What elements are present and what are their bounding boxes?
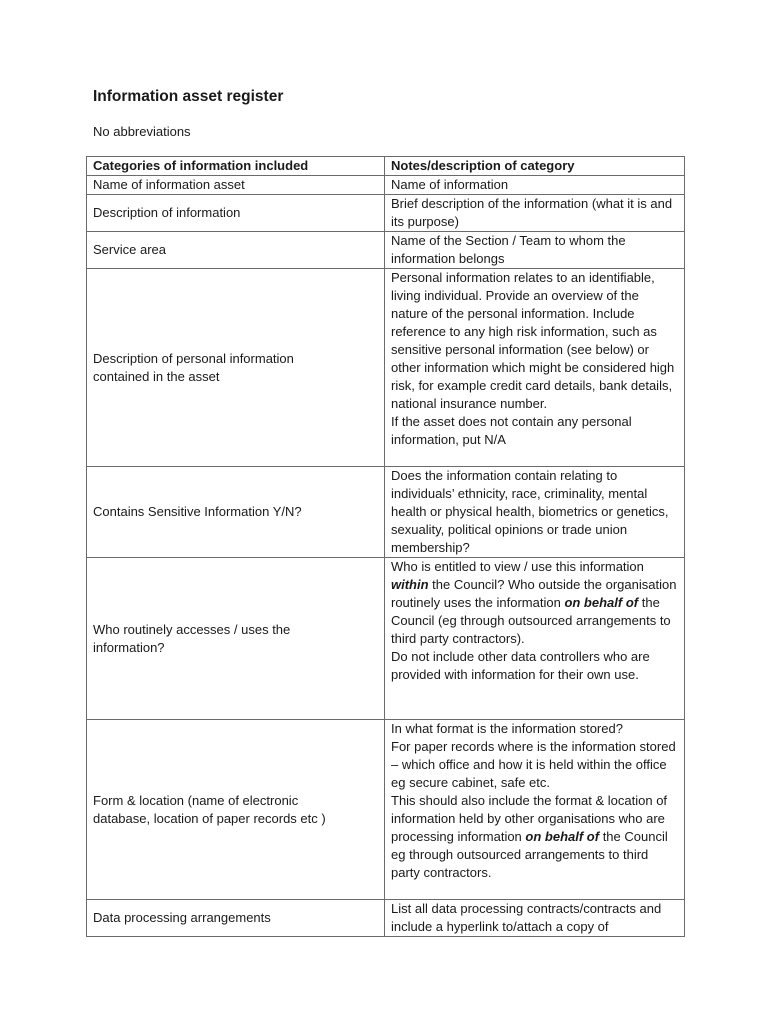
emphasis-text: within (391, 577, 429, 592)
description-cell (385, 720, 685, 900)
description-paragraph (391, 792, 678, 882)
table-row (87, 558, 685, 720)
column-header-categories: Categories of information included (87, 157, 385, 176)
category-text: Description of personal information contained in the asset (93, 350, 294, 384)
page-title: Information asset register (93, 88, 284, 105)
description-cell (385, 269, 685, 467)
description-paragraph: In what format is the information stored? (391, 721, 623, 736)
description-text: This should also include the format & location of information held by other organisations who are processing information (391, 793, 668, 844)
description-paragraph: Personal information relates to an identifiable, living individual. Provide an overview of the nature of the personal information. Include reference to any high risk information, such as sensitive personal information (see below) or other information which might be considered high risk, for example credit card details, bank details, national insurance number. (391, 270, 675, 411)
description-cell: Name of information (385, 176, 685, 195)
category-cell: Service area (87, 232, 385, 269)
description-text: Who is entitled to view / use this information (391, 559, 644, 574)
asset-register-table (86, 156, 685, 937)
emphasis-text: on behalf of (525, 829, 600, 844)
category-cell: Name of information asset (87, 176, 385, 195)
description-cell (385, 558, 685, 720)
category-cell: Contains Sensitive Information Y/N? (87, 467, 385, 558)
category-cell (87, 720, 385, 900)
page-subtitle: No abbreviations (93, 124, 191, 139)
column-header-notes: Notes/description of category (385, 157, 685, 176)
table-row (87, 232, 685, 269)
table-row (87, 720, 685, 900)
table-row (87, 900, 685, 937)
description-cell: List all data processing contracts/contracts and include a hyperlink to/attach a copy of (385, 900, 685, 937)
description-text: the Council? Who outside the organisation routinely uses the information (391, 577, 677, 610)
description-paragraph: For paper records where is the information stored – which office and how it is held within the office eg secure cabinet, safe etc. (391, 739, 676, 790)
category-cell (87, 558, 385, 720)
table-row (87, 269, 685, 467)
description-cell: Does the information contain relating to individuals’ ethnicity, race, criminality, mental health or physical health, biometrics or genetics, sexuality, political opinions or trade union membership? (385, 467, 685, 558)
category-cell: Data processing arrangements (87, 900, 385, 937)
table-row (87, 467, 685, 558)
description-text: the Council eg through outsourced arrangements to third party contractors. (391, 829, 668, 880)
category-text: Form & location (name of electronic database, location of paper records etc ) (93, 792, 326, 826)
description-paragraph: Do not include other data controllers who are provided with information for their own use. (391, 649, 650, 682)
table-row (87, 195, 685, 232)
category-text: Who routinely accesses / uses the information? (93, 621, 291, 655)
table-header-row (87, 157, 685, 176)
description-paragraph: If the asset does not contain any personal information, put N/A (391, 414, 632, 447)
category-cell: Description of information (87, 195, 385, 232)
description-paragraph (391, 558, 678, 648)
category-cell (87, 269, 385, 467)
description-text: the Council (eg through outsourced arrangements to third party contractors). (391, 595, 671, 646)
emphasis-text: on behalf of (564, 595, 639, 610)
table-row (87, 176, 685, 195)
description-cell: Name of the Section / Team to whom the information belongs (385, 232, 685, 269)
description-cell: Brief description of the information (what it is and its purpose) (385, 195, 685, 232)
